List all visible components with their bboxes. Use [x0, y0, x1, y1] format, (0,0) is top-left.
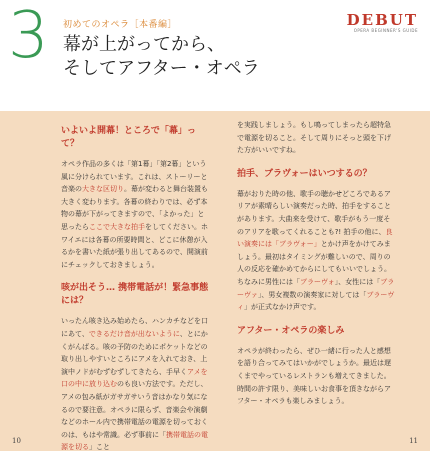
page-number-right: 11	[409, 437, 418, 445]
section-heading: アフター・オペラの楽しみ	[237, 325, 345, 336]
section-subtitle: 初めてのオペラ［本番編］	[63, 20, 178, 30]
text-run: とかけ声をかけてみましょう。最初はタイミングが難しいので、周りの人の反応を確かめてからにしてもいいでしょう。ちなみに男性には「	[237, 240, 391, 286]
highlighted-text: ブラーヴァ	[237, 277, 395, 299]
title-line-2: そしてアフター・オペラ	[63, 58, 260, 79]
brand-name: DEBUT	[346, 11, 418, 29]
page-body	[0, 111, 430, 451]
text-run: を実践しましょう。もし鳴ってしまったら超特急で電源を切ること。そして周りにそっと頭を下げた方がいいですね。	[237, 121, 391, 155]
highlighted-text: 大きな区切り	[82, 185, 124, 194]
section-heading: 咳が出そう… 携帯電話が！緊急事態には？	[61, 283, 209, 307]
body-paragraph	[61, 315, 211, 454]
text-run: リーと音楽の	[61, 172, 208, 194]
text-run: オペラが終わったら、ぜひ一緒に行った人と感想を語り合ってみてはいかがでしょうか。最近は遅くまでやっているレストランも増えてきました。時間の許す限り、美味しいお食事を頂きながらアフター・オペラも楽しみましょう。	[237, 346, 391, 406]
text-run: オペラ作品の多くは「第1幕」「第2幕」と	[61, 160, 193, 168]
text-run: 、とにかくがんばる。咳の予防のためにポケットなどの取り出しやすいところにアメを入れておき、上演中ノドがむずむずしてきたら、手早く	[61, 329, 208, 376]
body-paragraph	[237, 345, 397, 408]
page-title	[63, 33, 260, 81]
body-paragraph	[237, 119, 397, 157]
highlighted-text: 良い演奏には「ブラヴォー」	[237, 227, 393, 249]
highlighted-text: ブラーヴォ	[300, 277, 335, 286]
highlighted-text: ブラーヴィ	[237, 290, 395, 312]
highlighted-text: アメを口の中に放り込む	[61, 367, 208, 389]
text-run: をしてください。ホワイエには各幕の所要時間と、どこに休憩が入るかを書いた紙が張り出してあるので、開演前にチェックしておきましょう。	[61, 222, 208, 269]
text-run: 」が正式なかけ声です。	[244, 303, 321, 312]
section-heading: いよいよ開幕！ところで「幕」って？	[61, 126, 196, 149]
text-run: のも良い方法です。ただし、アメの包み紙がガサガサいう音はかなり気になるので要注意。オペラに限らず、音楽会や演劇などのホール内で携帯電話の電源を切っておくのは、もはや常識。必ず事前に「	[61, 380, 208, 439]
page-header	[0, 0, 430, 111]
section-heading: 拍手、ブラヴォーはいつするの？	[237, 168, 372, 179]
text-run: 」、男女複数の演奏家に対しては「	[257, 290, 367, 299]
highlighted-text: ここで大きな拍手	[89, 222, 145, 231]
text-run: 幕がおりた時の他、歌手の聴かせどころであるアリアが素晴らしい演奏だった時、拍手をすることがあります。大曲来を受けて、歌手がもう一度そのアリアを歌ってくれることも?! 拍手の他に、	[237, 189, 391, 236]
chapter-number: 3	[8, 0, 49, 73]
title-line-1: 幕が上がってから、	[63, 34, 225, 55]
brand-tagline: OPERA BEGINNER'S GUIDE	[353, 28, 418, 33]
highlighted-text: できるだけ音が出ないように	[88, 329, 180, 338]
page-number-left: 10	[12, 437, 21, 445]
highlighted-text: 携帯電話の電源を切る	[61, 430, 208, 452]
brand-logo	[347, 12, 418, 33]
body-paragraph	[61, 158, 211, 271]
text-run: 」、女性には「	[334, 277, 381, 286]
text-run: いったん咳き込み始めたら、ハンカチなどを口にあて、	[61, 317, 208, 338]
text-run: 」こと	[89, 443, 110, 452]
body-paragraph	[237, 188, 397, 314]
text-run: いう風に分けられています。これは、ストー	[61, 160, 207, 181]
text-run: 。幕が変わると舞台装置も大きく変わります。各幕の終わりでは、必ず本物の幕が下がってきますので、「よかった」と思ったら	[61, 185, 208, 231]
right-column	[237, 111, 397, 408]
left-column	[61, 111, 211, 454]
